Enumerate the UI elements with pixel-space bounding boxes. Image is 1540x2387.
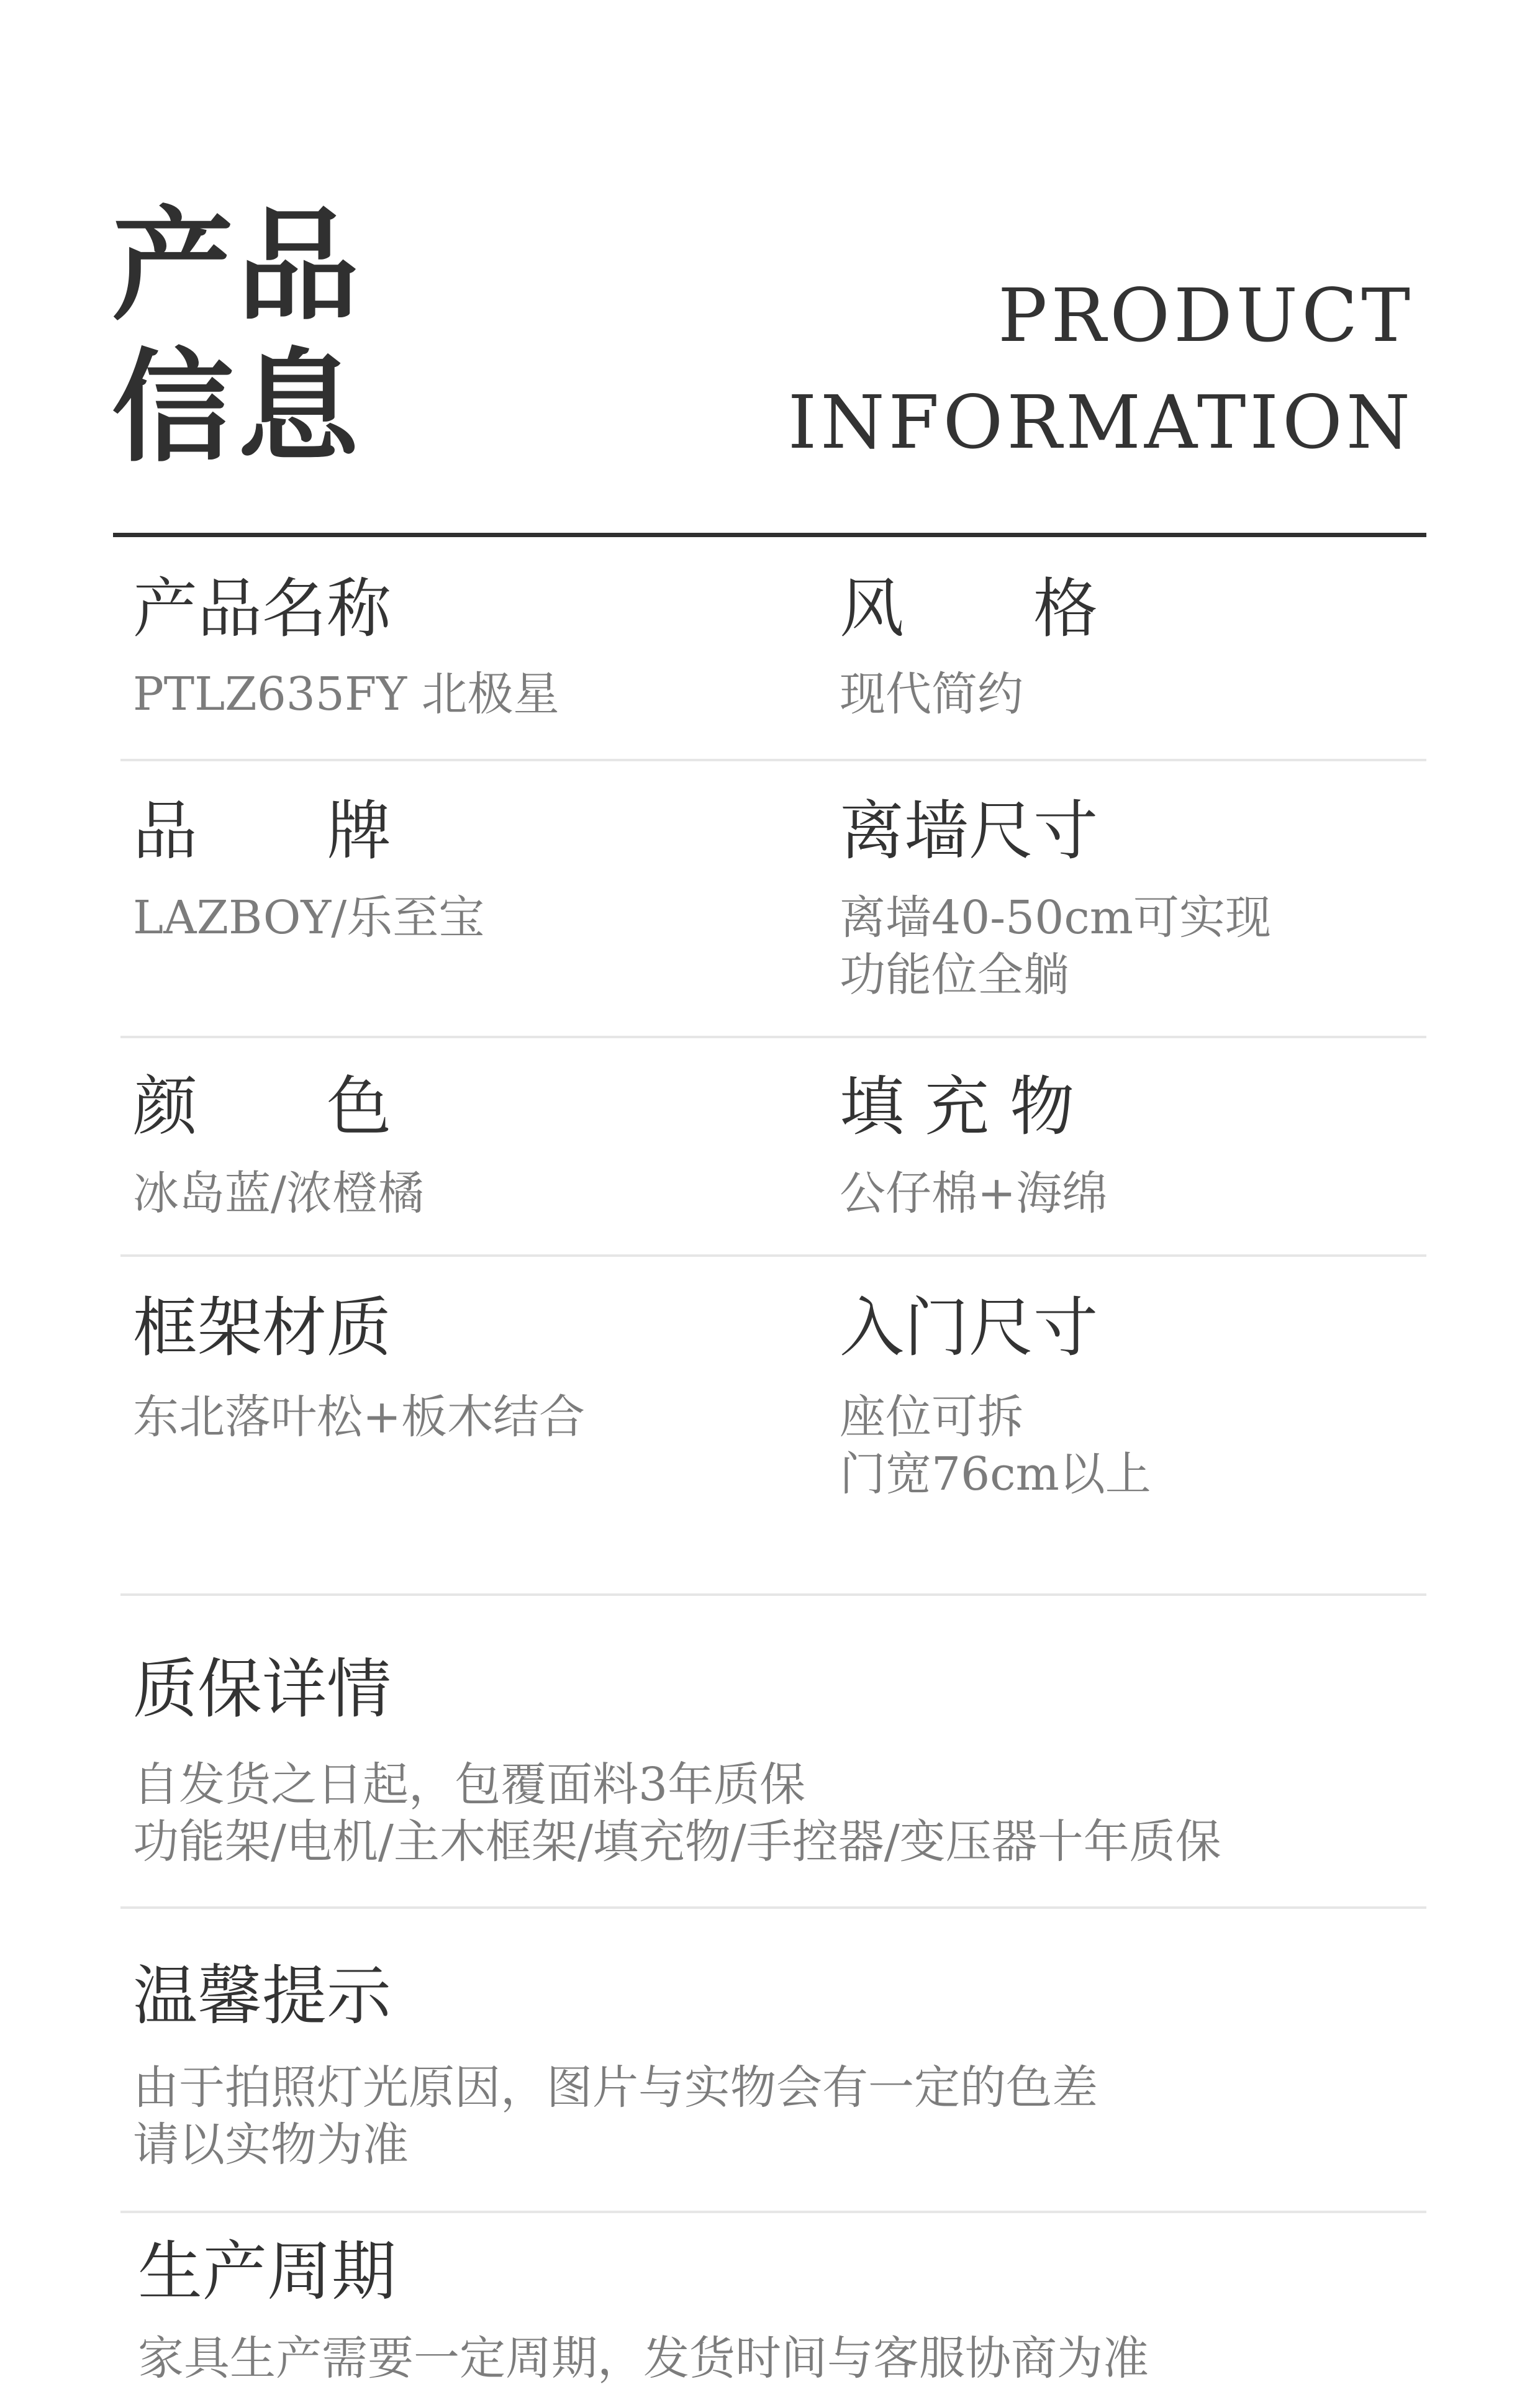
production-line1: 家具生产需要一定周期，发货时间与客服协商为准 bbox=[138, 2332, 1149, 2385]
product-name-label: 产品名称 bbox=[133, 571, 392, 646]
header-divider bbox=[113, 533, 1426, 537]
brand-label: 品 牌 bbox=[133, 793, 392, 869]
wall-distance-value-line2: 功能位全躺 bbox=[840, 948, 1069, 1002]
row-divider bbox=[120, 1593, 1426, 1596]
tips-line2: 请以实物为准 bbox=[133, 2118, 409, 2172]
page-title-cn-line2: 信息 bbox=[112, 336, 363, 479]
warranty-line1: 自发货之日起，包覆面料3年质保 bbox=[133, 1758, 806, 1811]
door-size-label: 入门尺寸 bbox=[840, 1290, 1098, 1366]
wall-distance-label: 离墙尺寸 bbox=[840, 793, 1098, 869]
page-title-cn-line1: 产品 bbox=[112, 194, 363, 337]
tips-label: 温馨提示 bbox=[133, 1958, 392, 2034]
row-divider bbox=[120, 2211, 1426, 2213]
page-title-en-line1: PRODUCT bbox=[997, 273, 1414, 358]
style-value: 现代简约 bbox=[840, 668, 1023, 721]
color-value: 冰岛蓝/浓橙橘 bbox=[133, 1167, 424, 1220]
door-size-value-line2: 门宽76cm以上 bbox=[840, 1447, 1151, 1501]
frame-material-value: 东北落叶松+板木结合 bbox=[133, 1390, 586, 1444]
tips-line1: 由于拍照灯光原因，图片与实物会有一定的色差 bbox=[133, 2061, 1098, 2114]
filling-label: 填 充 物 bbox=[840, 1069, 1075, 1144]
brand-value: LAZBOY/乐至宝 bbox=[133, 891, 485, 944]
warranty-line2: 功能架/电机/主木框架/填充物/手控器/变压器十年质保 bbox=[133, 1815, 1221, 1868]
page-title-en-line2: INFORMATION bbox=[787, 379, 1414, 465]
door-size-value-line1: 座位可拆 bbox=[840, 1390, 1023, 1444]
row-divider bbox=[120, 1254, 1426, 1257]
row-divider bbox=[120, 1036, 1426, 1038]
wall-distance-value-line1: 离墙40-50cm可实现 bbox=[840, 891, 1271, 944]
production-label: 生产周期 bbox=[138, 2234, 397, 2309]
style-label: 风 格 bbox=[840, 571, 1098, 646]
row-divider bbox=[120, 1906, 1426, 1909]
color-label: 颜 色 bbox=[133, 1069, 392, 1144]
filling-value: 公仔棉+海绵 bbox=[840, 1167, 1108, 1220]
product-name-value: PTLZ635FY 北极星 bbox=[133, 668, 559, 721]
row-divider bbox=[120, 759, 1426, 761]
warranty-label: 质保详情 bbox=[133, 1651, 392, 1727]
frame-material-label: 框架材质 bbox=[133, 1290, 392, 1366]
